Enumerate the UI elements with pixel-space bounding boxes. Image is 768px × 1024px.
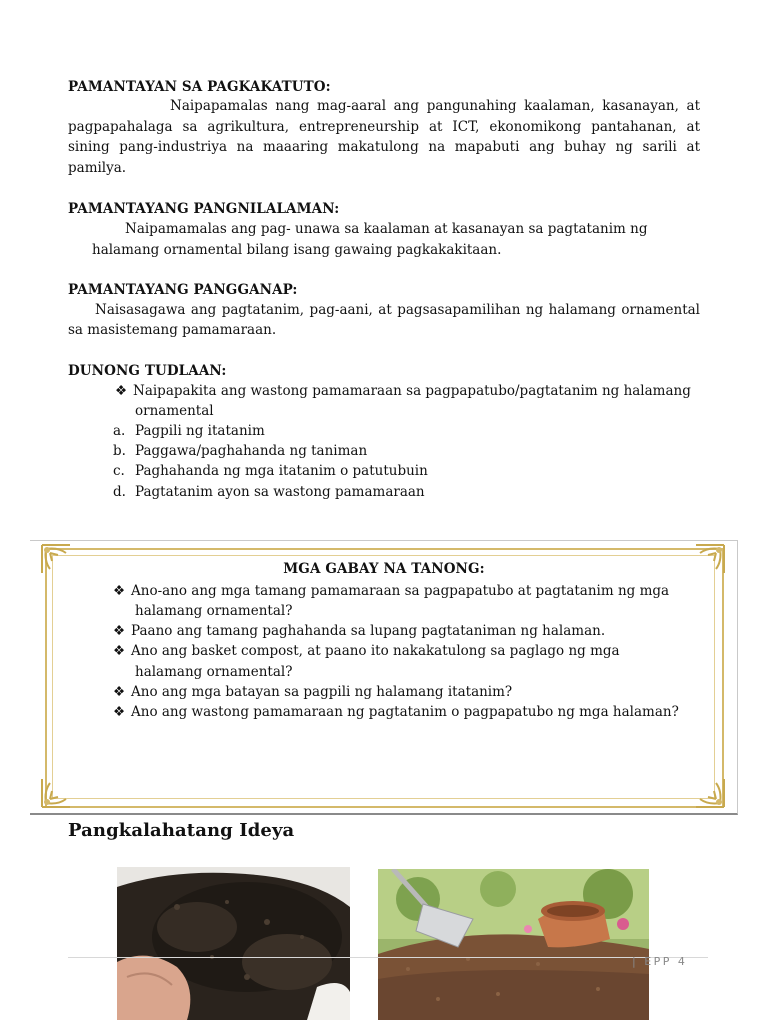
section-heading-dunong-tudlaan: DUNONG TUDLAAN: <box>68 363 227 379</box>
section-heading-pamantayan-sa-pagkakatuto: PAMANTAYAN SA PAGKAKATUTO: <box>68 79 331 95</box>
paragraph-line: sining pang-industriya na maaaring makatulong na mapabuti ang buhay ng sarili at <box>68 139 700 155</box>
paragraph-line: halamang ornamental bilang isang gawaing pagkakakitaan. <box>92 242 502 258</box>
list-marker: a. <box>113 423 126 439</box>
list-marker: d. <box>113 484 126 500</box>
diamond-bullet-icon: ❖ <box>113 583 126 599</box>
question-item <box>113 643 620 659</box>
paragraph-line: Naipapamalas nang mag-aaral ang pangunahing kaalaman, kasanayan, at <box>170 98 700 114</box>
list-item-text: Pagpili ng itatanim <box>135 423 265 439</box>
section-heading-pamantayang-pangnilalaman: PAMANTAYANG PANGNILALAMAN: <box>68 201 340 217</box>
question-item <box>113 623 605 639</box>
bullet-text: Naipapakita ang wastong pamamaraan sa pagpapatubo/pagtatanim ng halamang <box>133 383 691 399</box>
list-item <box>113 443 367 459</box>
question-item <box>113 684 512 700</box>
paragraph-line: sa masistemang pamamaraan. <box>68 322 277 338</box>
diamond-bullet-icon: ❖ <box>113 704 126 720</box>
paragraph-line: pagpapahalaga sa agrikultura, entrepreneurship at ICT, ekonomikong pantahanan, at <box>68 119 700 135</box>
soil-shovel-photo <box>378 869 649 1020</box>
diamond-bullet-icon: ❖ <box>113 684 126 700</box>
question-text: Paano ang tamang paghahanda sa lupang pagtataniman ng halaman. <box>131 623 606 639</box>
objective-bullet <box>115 383 691 399</box>
list-item-text: Paggawa/paghahanda ng taniman <box>135 443 368 459</box>
question-text-continuation: halamang ornamental? <box>135 603 293 619</box>
diamond-bullet-icon: ❖ <box>113 623 126 639</box>
list-item-text: Paghahanda ng mga itatanim o patutubuin <box>135 463 428 479</box>
compost-soil-photo <box>117 867 350 1020</box>
list-marker: b. <box>113 443 126 459</box>
question-text: Ano ang wastong pamamaraan ng pagtatanim o pagpapatubo ng mga halaman? <box>131 704 679 720</box>
list-item <box>113 423 265 439</box>
question-text: Ano-ano ang mga tamang pamamaraan sa pagpapatubo at pagtatanim ng mga <box>131 583 670 599</box>
paragraph-line: pamilya. <box>68 160 127 176</box>
list-item <box>113 484 425 500</box>
question-text: Ano ang basket compost, at paano ito nakakatulong sa paglago ng mga <box>131 643 620 659</box>
section-heading-pangkalahatang-ideya: Pangkalahatang Ideya <box>68 820 295 841</box>
question-item <box>113 704 679 720</box>
paragraph-line: Naisasagawa ang pagtatanim, pag-aani, at pagsasapamilihan ng halamang ornamental <box>95 302 700 318</box>
frame-corner-ornament-icon <box>692 775 726 809</box>
footer-divider <box>68 957 708 958</box>
frame-corner-ornament-icon <box>40 775 74 809</box>
paragraph-line: Naipamamalas ang pag- unawa sa kaalaman at kasanayan sa pagtatanim ng <box>125 221 648 237</box>
compost-soil-in-hands-image <box>117 867 350 1020</box>
diamond-bullet-icon: ❖ <box>113 643 126 659</box>
list-marker: c. <box>113 463 125 479</box>
bullet-text-continuation: ornamental <box>135 403 214 419</box>
soil-with-shovel-and-clay-pot-image <box>378 869 649 1020</box>
list-item-text: Pagtatanim ayon sa wastong pamamaraan <box>135 484 425 500</box>
guide-questions-title: MGA GABAY NA TANONG: <box>283 561 485 577</box>
footer-page-label: | EPP 4 <box>632 955 688 968</box>
question-text-continuation: halamang ornamental? <box>135 664 293 680</box>
question-text: Ano ang mga batayan sa pagpili ng halamang itatanim? <box>131 684 513 700</box>
section-heading-pamantayang-pangganap: PAMANTAYANG PANGGANAP: <box>68 282 298 298</box>
list-item <box>113 463 428 479</box>
diamond-bullet-icon: ❖ <box>115 383 128 399</box>
question-item <box>113 583 669 599</box>
